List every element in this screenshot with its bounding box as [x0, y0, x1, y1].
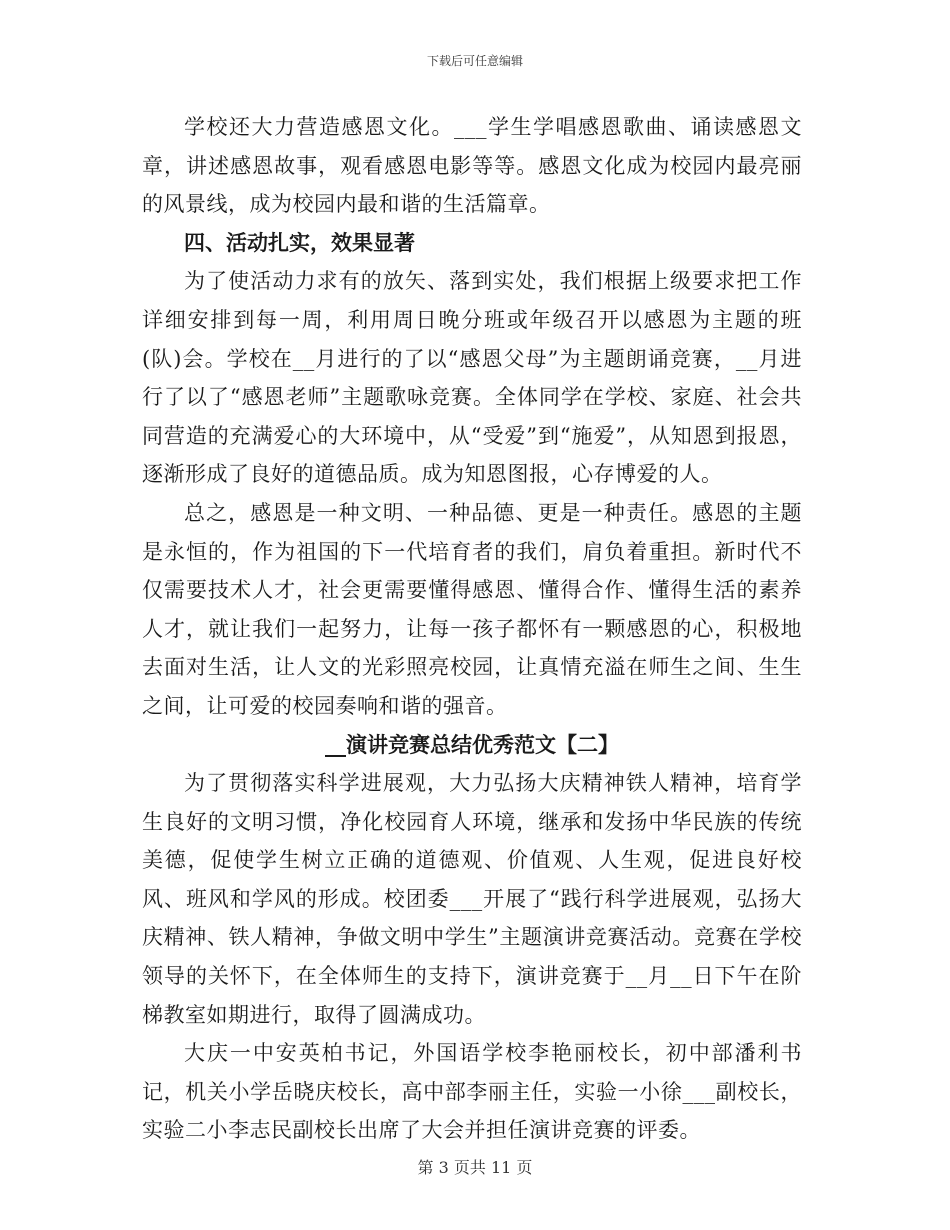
- page-number: 第 3 页共 11 页: [417, 1158, 533, 1177]
- paragraph-judges: 大庆一中安英柏书记，外国语学校李艳丽校长，初中部潘利书记，机关小学岳晓庆校长，高中部李丽主任，实验一小徐___副校长，实验二小李志民副校长出席了大会并担任演讲竞赛的评委。: [142, 1041, 802, 1143]
- paragraph-culture: 学校还大力营造感恩文化。___学生学唱感恩歌曲、诵读感恩文章，讲述感恩故事，观看感恩电影等等。感恩文化成为校园内最亮丽的风景线，成为校园内最和谐的生活篇章。: [142, 115, 802, 217]
- paragraph-activities: 为了使活动力求有的放矢、落到实处，我们根据上级要求把工作详细安排到每一周，利用周日晚分班或年级召开以感恩为主题的班(队)会。学校在__月进行的了以“感恩父母”为主题朗诵竞赛，__月进行了以了“感恩老师”主题歌咏竞赛。全体同学在学校、家庭、社会共同营造的充满爱心的大环境中，从“受爱”到“施爱”，从知恩到报恩，逐渐形成了良好的道德品质。成为知恩图报，心存博爱的人。: [142, 269, 802, 487]
- page-header-note: 下载后可任意编辑: [426, 54, 523, 68]
- paragraph-speech-contest: 为了贯彻落实科学进展观，大力弘扬大庆精神铁人精神，培育学生良好的文明习惯，净化校园育人环境，继承和发扬中华民族的传统美德，促使学生树立正确的道德观、价值观、人生观，促进良好校风、班风和学风的形成。校团委___开展了“践行科学进展观，弘扬大庆精神、铁人精神，争做文明中学生”主题演讲竞赛活动。竞赛在学校领导的关怀下，在全体师生的支持下，演讲竞赛于__月__日下午在阶梯教室如期进行，取得了圆满成功。: [142, 771, 802, 1027]
- document-body: [142, 108, 802, 1150]
- section-heading-4: 四、活动扎实，效果显著: [184, 230, 415, 255]
- article-title-2: __演讲竞赛总结优秀范文【二】: [325, 732, 619, 757]
- paragraph-conclusion: 总之，感恩是一种文明、一种品德、更是一种责任。感恩的主题是永恒的，作为祖国的下一代培育者的我们，肩负着重担。新时代不仅需要技术人才，社会更需要懂得感恩、懂得合作、懂得生活的素养人才，就让我们一起努力，让每一孩子都怀有一颗感恩的心，积极地去面对生活，让人文的光彩照亮校园，让真情充溢在师生之间、生生之间，让可爱的校园奏响和谐的强音。: [142, 500, 802, 718]
